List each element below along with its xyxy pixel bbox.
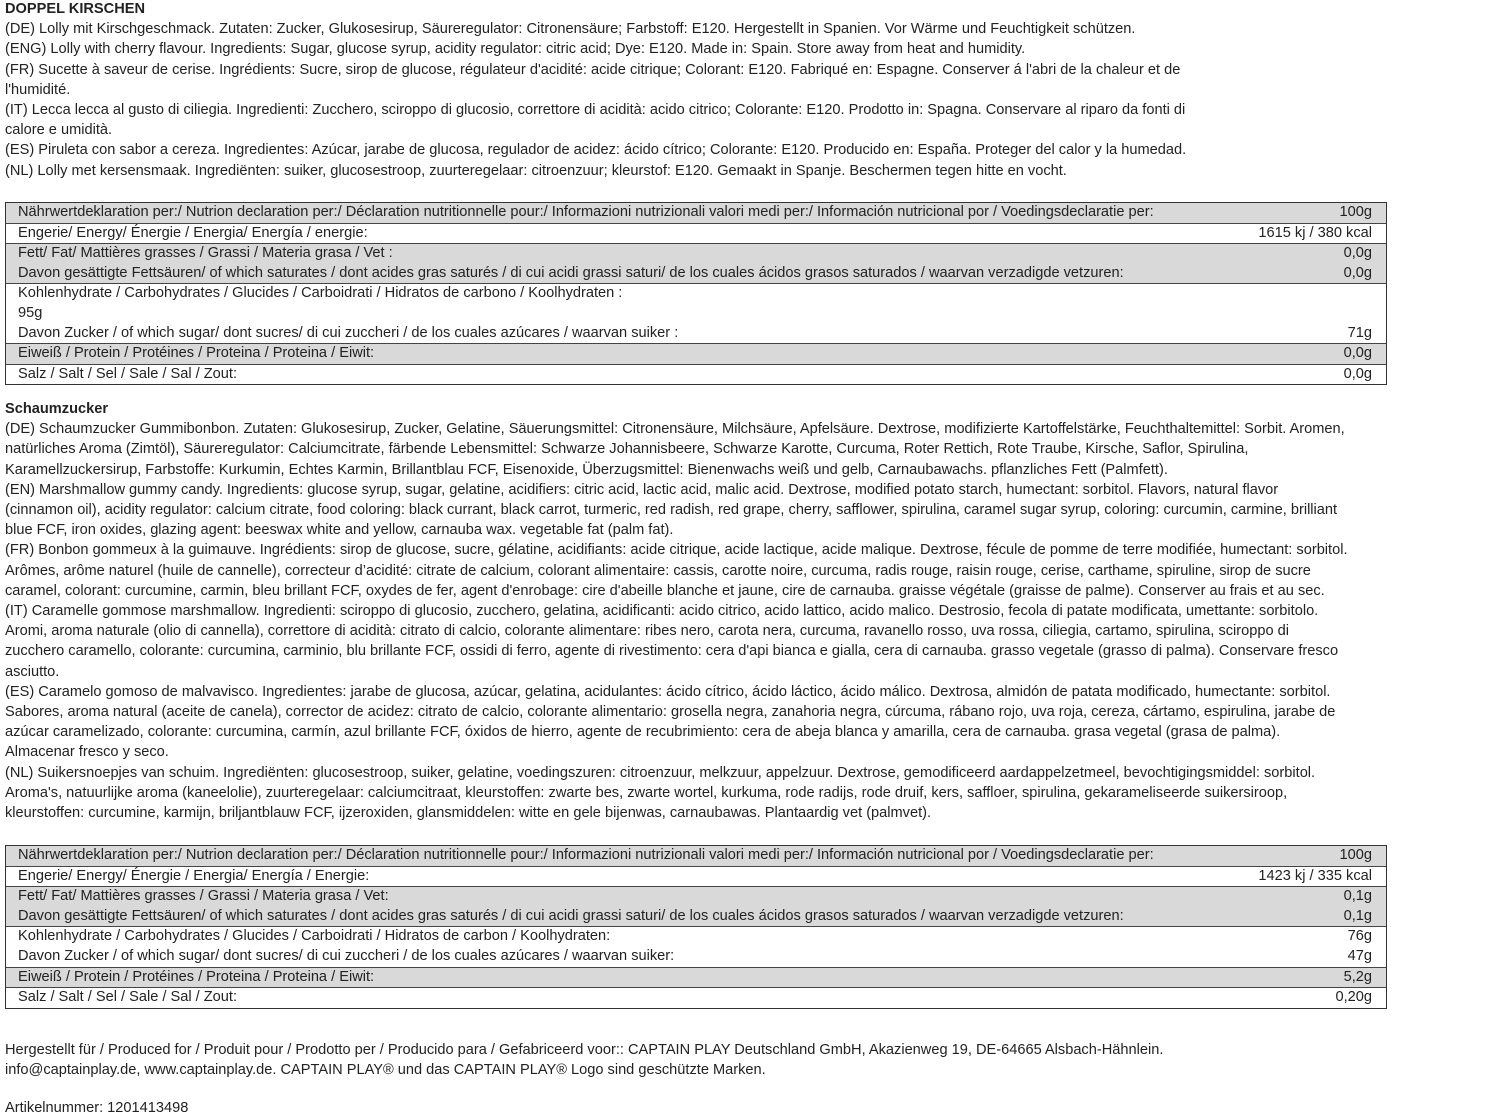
sugar-label: Davon Zucker / of which sugar/ dont sucres/ di cui zuccheri / de los cuales azúcares / waarvan suiker: [18, 947, 675, 964]
nutrition-carbs-row [6, 926, 1386, 966]
product2-line: zucchero caramello, colorante: curcumina, carminio, blu brillante FCF, ossidi di ferro, agente di rivestimento: cera d'api bianca e gialla, cera di carnauba. grasso vegetale (grasso di palma). Conservare fresco [5, 643, 1339, 660]
product2-line: Aromi, aroma naturale (olio di cannella), correttore di acidità: citrato di calcio, colorante alimentare: ribes nero, carota nera, curcuma, ravanello rosso, uva rossa, ciliegia, cartamo, spirulina, sciroppo di [5, 623, 1290, 640]
product2-line: asciutto. [5, 663, 60, 680]
product2-line: (cinnamon oil), acidity regulator: calcium citrate, food coloring: black currant, black carrot, turmeric, red radish, red grape, cherry, safflower, spirulina, caramel sugar syrup, coloring: curcumin, carmine, brilliant [5, 502, 1338, 519]
product2-line: (EN) Marshmallow gummy candy. Ingredients: glucose syrup, sugar, gelatine, acidifiers: citric acid, lactic acid, malic acid. Dextrose, modified potato starch, humectant: sorbitol. Flavors, natural flavor [5, 481, 1279, 498]
nutrition-energy-row [6, 223, 1386, 244]
product1-nutrition-table [5, 202, 1387, 385]
fat-label: Fett/ Fat/ Mattières grasses / Grassi / Materia grasa / Vet : [18, 245, 393, 262]
energy-label: Engerie/ Energy/ Énergie / Energia/ Energía / energie: [18, 224, 368, 241]
saturates-label: Davon gesättigte Fettsäuren/ of which saturates / dont acides gras saturés / di cui acidi grassi saturi/ de los cuales ácidos grasos saturados / waarvan verzadigde vetzuren: [18, 907, 1124, 924]
product2-line: blue FCF, iron oxides, glazing agent: beeswax white and yellow, carnauba wax. vegetable fat (palm fat). [5, 522, 674, 539]
energy-value: 1615 kj / 380 kcal [1258, 224, 1372, 241]
nutrition-energy-row [6, 866, 1386, 887]
salt-value: 0,0g [1343, 365, 1372, 382]
carbs-label: Kohlenhydrate / Carbohydrates / Glucides / Carboidrati / Hidratos de carbon / Koolhydraten: [18, 928, 611, 945]
product1-line: (DE) Lolly mit Kirschgeschmack. Zutaten: Zucker, Glukosesirup, Säureregulator: Citronensäure; Farbstoff: E120. Hergestellt in Spanien. Vor Wärme und Feuchtigkeit schützen. [5, 21, 1136, 38]
product1-line: (IT) Lecca lecca al gusto di ciliegia. Ingredienti: Zucchero, sciroppo di glucosio, correttore di acidità: acido citrico; Colorante: E120. Prodotto in: Spagna. Conservare al riparo da fonti di [5, 102, 1186, 119]
salt-value: 0,20g [1335, 989, 1372, 1006]
manufacturer-footer [5, 1040, 1497, 1080]
carbs-value: 95g [18, 304, 43, 321]
product1-line: l'humidité. [5, 81, 71, 98]
energy-value: 1423 kj / 335 kcal [1258, 867, 1372, 884]
product2-nutrition-table [5, 845, 1387, 1009]
product2-line: kleurstoffen: curcumine, karmijn, briljantblauw FCF, ijzeroxiden, glansmiddelen: witte en gele bijenwas, carnaubawas. Plantaardig vet (palmvet). [5, 805, 932, 822]
product2-line: Arômes, arôme naturel (huile de cannelle), correcteur d’acidité: citrate de calcium, colorant alimentaire: cassis, carotte noire, curcuma, radis rouge, raisin rouge, cerise, carthame, spiruline, sirop de sucre [5, 562, 1311, 579]
product1-line: calore e umidità. [5, 122, 113, 139]
product1-description [5, 19, 1497, 181]
nutrition-protein-row [6, 343, 1386, 364]
product1-line: (FR) Sucette à saveur de cerise. Ingrédients: Sucre, sirop de glucose, régulateur d'acidité: acide citrique; Colorant: E120. Fabriqué en: Espagne. Conserver á l'abri de la chaleur et de [5, 61, 1181, 78]
saturates-value: 0,0g [1343, 264, 1372, 281]
product2-title: Schaumzucker [5, 401, 109, 417]
product2-description [5, 419, 1497, 823]
product2-line: (FR) Bonbon gommeux à la guimauve. Ingrédients: sirop de glucose, sucre, gélatine, acidifiants: acide citrique, acide lactique, acide malique. Dextrose, fécule de pomme de terre modifiée, humectant: sorbitol. [5, 542, 1348, 559]
product2-line: (NL) Suikersnoepjes van schuim. Ingrediënten: glucosestroop, suiker, gelatine, voedingszuren: citroenzuur, melkzuur, appelzuur. Dextrose, gemodificeerd aardappelzetmeel, bevochtigingsmiddel: sorbitol. [5, 764, 1316, 781]
manufacturer-line: Hergestellt für / Produced for / Produit pour / Prodotto per / Producido para / Gefabriceerd voor:: CAPTAIN PLAY Deutschland GmbH, Akazienweg 19, DE-64665 Alsbach-Hähnlein. [5, 1042, 1164, 1058]
salt-label: Salz / Salt / Sel / Sale / Sal / Zout: [18, 989, 238, 1006]
carbs-value: 76g [1347, 928, 1372, 945]
carbs-label: Kohlenhydrate / Carbohydrates / Glucides / Carboidrati / Hidratos de carbono / Koolhydraten : [18, 285, 623, 302]
product2-line: Aroma's, natuurlijke aroma (kaneelolie), zuurteregelaar: calciumcitraat, kleurstoffen: zwarte bes, zwarte wortel, kurkuma, rode radijs, rode druif, kers, saffloer, spirulina, gekarameliseerde suikersiroop, [5, 784, 1288, 801]
salt-label: Salz / Salt / Sel / Sale / Sal / Zout: [18, 365, 238, 382]
product1-title: DOPPEL KIRSCHEN [5, 1, 146, 17]
product2-line: (DE) Schaumzucker Gummibonbon. Zutaten: Glukosesirup, Zucker, Gelatine, Säuerungsmittel: Citronensäure, Milchsäure, Apfelsäure. Dextrose, modifizierte Kartoffelstärke, Feuchthaltemittel: Sorbit. Aromen, [5, 421, 1345, 438]
product1-line: (ENG) Lolly with cherry flavour. Ingredients: Sugar, glucose syrup, acidity regulator: citric acid; Dye: E120. Made in: Spain. Store away from heat and humidity. [5, 41, 1026, 58]
product2-line: natürliches Aroma (Zimtöl), Säureregulator: Calciumcitrate, färbende Lebensmittel: Schwarze Johannisbeere, Schwarze Karotte, Curcuma, Roter Rettich, Rote Traube, Kirsche, Saflor, Spirulina, [5, 441, 1249, 458]
energy-label: Engerie/ Energy/ Énergie / Energia/ Energía / Energie: [18, 867, 370, 884]
sugar-value: 47g [1347, 947, 1372, 964]
saturates-label: Davon gesättigte Fettsäuren/ of which saturates / dont acides gras saturés / di cui acidi grassi saturi/ de los cuales ácidos grasos saturados / waarvan verzadigde vetzuren: [18, 264, 1124, 281]
sugar-value: 71g [1347, 324, 1372, 341]
protein-value: 5,2g [1343, 968, 1372, 985]
product2-line: Almacenar fresco y seco. [5, 744, 169, 761]
nutrition-header-value: 100g [1339, 847, 1372, 863]
protein-value: 0,0g [1343, 345, 1372, 362]
nutrition-salt-row [6, 987, 1386, 1008]
nutrition-protein-row [6, 967, 1386, 988]
article-number-text: Artikelnummer: 1201413498 [5, 1100, 189, 1116]
nutrition-salt-row [6, 364, 1386, 385]
nutrition-header-row [6, 846, 1386, 866]
nutrition-fat-row [6, 243, 1386, 283]
product2-line: (IT) Caramelle gommose marshmallow. Ingredienti: sciroppo di glucosio, zucchero, gelatina, acidificanti: acido citrico, acido lattico, acido malico. Destrosio, fecola di patate modificata, umettante: sorbitolo. [5, 603, 1319, 620]
protein-label: Eiweiß / Protein / Protéines / Proteina / Proteina / Eiwit: [18, 345, 375, 362]
product2-line: Sabores, aroma natural (aceite de canela), corrector de acidez: citrato de calcio, colorante alimentario: grosella negra, zanahoria negra, cúrcuma, rábano rojo, uva roja, cereza, cártamo, espirulina, jarabe de [5, 704, 1336, 721]
product2-line: azúcar caramelizado, colorante: curcumina, carmín, azul brillante FCF, óxidos de hierro, agente de recubrimiento: cera de abeja blanca y amarilla, cera de carnauba. grasa vegetal (grasa de palma). [5, 724, 1281, 741]
nutrition-header-label: Nährwertdeklaration per:/ Nutrion declaration per:/ Déclaration nutritionnelle pour:/ Informazioni nutrizionali valori medi per:/ Información nutricional por / Voedingsdeclaratie per: [18, 204, 1154, 220]
nutrition-header-label: Nährwertdeklaration per:/ Nutrion declaration per:/ Déclaration nutritionnelle pour:/ Informazioni nutrizionali valori medi per:/ Información nutricional por / Voedingsdeclaratie per: [18, 847, 1154, 863]
product1-line: (ES) Piruleta con sabor a cereza. Ingredientes: Azúcar, jarabe de glucosa, regulador de acidez: ácido cítrico; Colorante: E120. Producido en: España. Proteger del calor y la humedad. [5, 142, 1187, 159]
product2-line: Karamellzuckersirup, Farbstoffe: Kurkumin, Echtes Karmin, Brillantblau FCF, Eisenoxide, Überzugsmittel: Bienenwachs weiß und gelb, Carnaubawachs. pflanzliches Fett (Palmfett). [5, 461, 1168, 478]
protein-label: Eiweiß / Protein / Protéines / Proteina / Proteina / Eiwit: [18, 968, 375, 985]
product2-line: (ES) Caramelo gomoso de malvavisco. Ingredientes: jarabe de glucosa, azúcar, gelatina, acidulantes: ácido cítrico, ácido láctico, ácido málico. Dextrosa, almidón de patata modificado, humectante: sorbitol. [5, 683, 1331, 700]
nutrition-header-value: 100g [1339, 204, 1372, 220]
product1-section [5, 0, 1497, 181]
sugar-label: Davon Zucker / of which sugar/ dont sucres/ di cui zuccheri / de los cuales azúcares / waarvan suiker : [18, 324, 679, 341]
fat-value: 0,1g [1343, 888, 1372, 905]
contact-line: info@captainplay.de, www.captainplay.de. CAPTAIN PLAY® und das CAPTAIN PLAY® Logo sind geschützte Marken. [5, 1062, 766, 1079]
nutrition-header-row [6, 203, 1386, 223]
fat-value: 0,0g [1343, 245, 1372, 262]
nutrition-carbs-row [6, 283, 1386, 343]
article-number [5, 1098, 1497, 1118]
product1-line: (NL) Lolly met kersensmaak. Ingrediënten: suiker, glucosestroop, zuurteregelaar: citroenzuur; kleurstof: E120. Gemaakt in Spanje. Beschermen tegen hitte en vocht. [5, 162, 1067, 179]
fat-label: Fett/ Fat/ Mattières grasses / Grassi / Materia grasa / Vet: [18, 888, 389, 905]
product2-section [5, 399, 1497, 823]
nutrition-fat-row [6, 886, 1386, 926]
saturates-value: 0,1g [1343, 907, 1372, 924]
product2-line: caramel, colorant: curcumine, carmin, bleu brillant FCF, oxydes de fer, agent d'enrobage: cire d'abeille blanche et jaune, cire de carnauba. graisse végétale (graisse de palme). Conserver au frais et au sec. [5, 582, 1325, 599]
